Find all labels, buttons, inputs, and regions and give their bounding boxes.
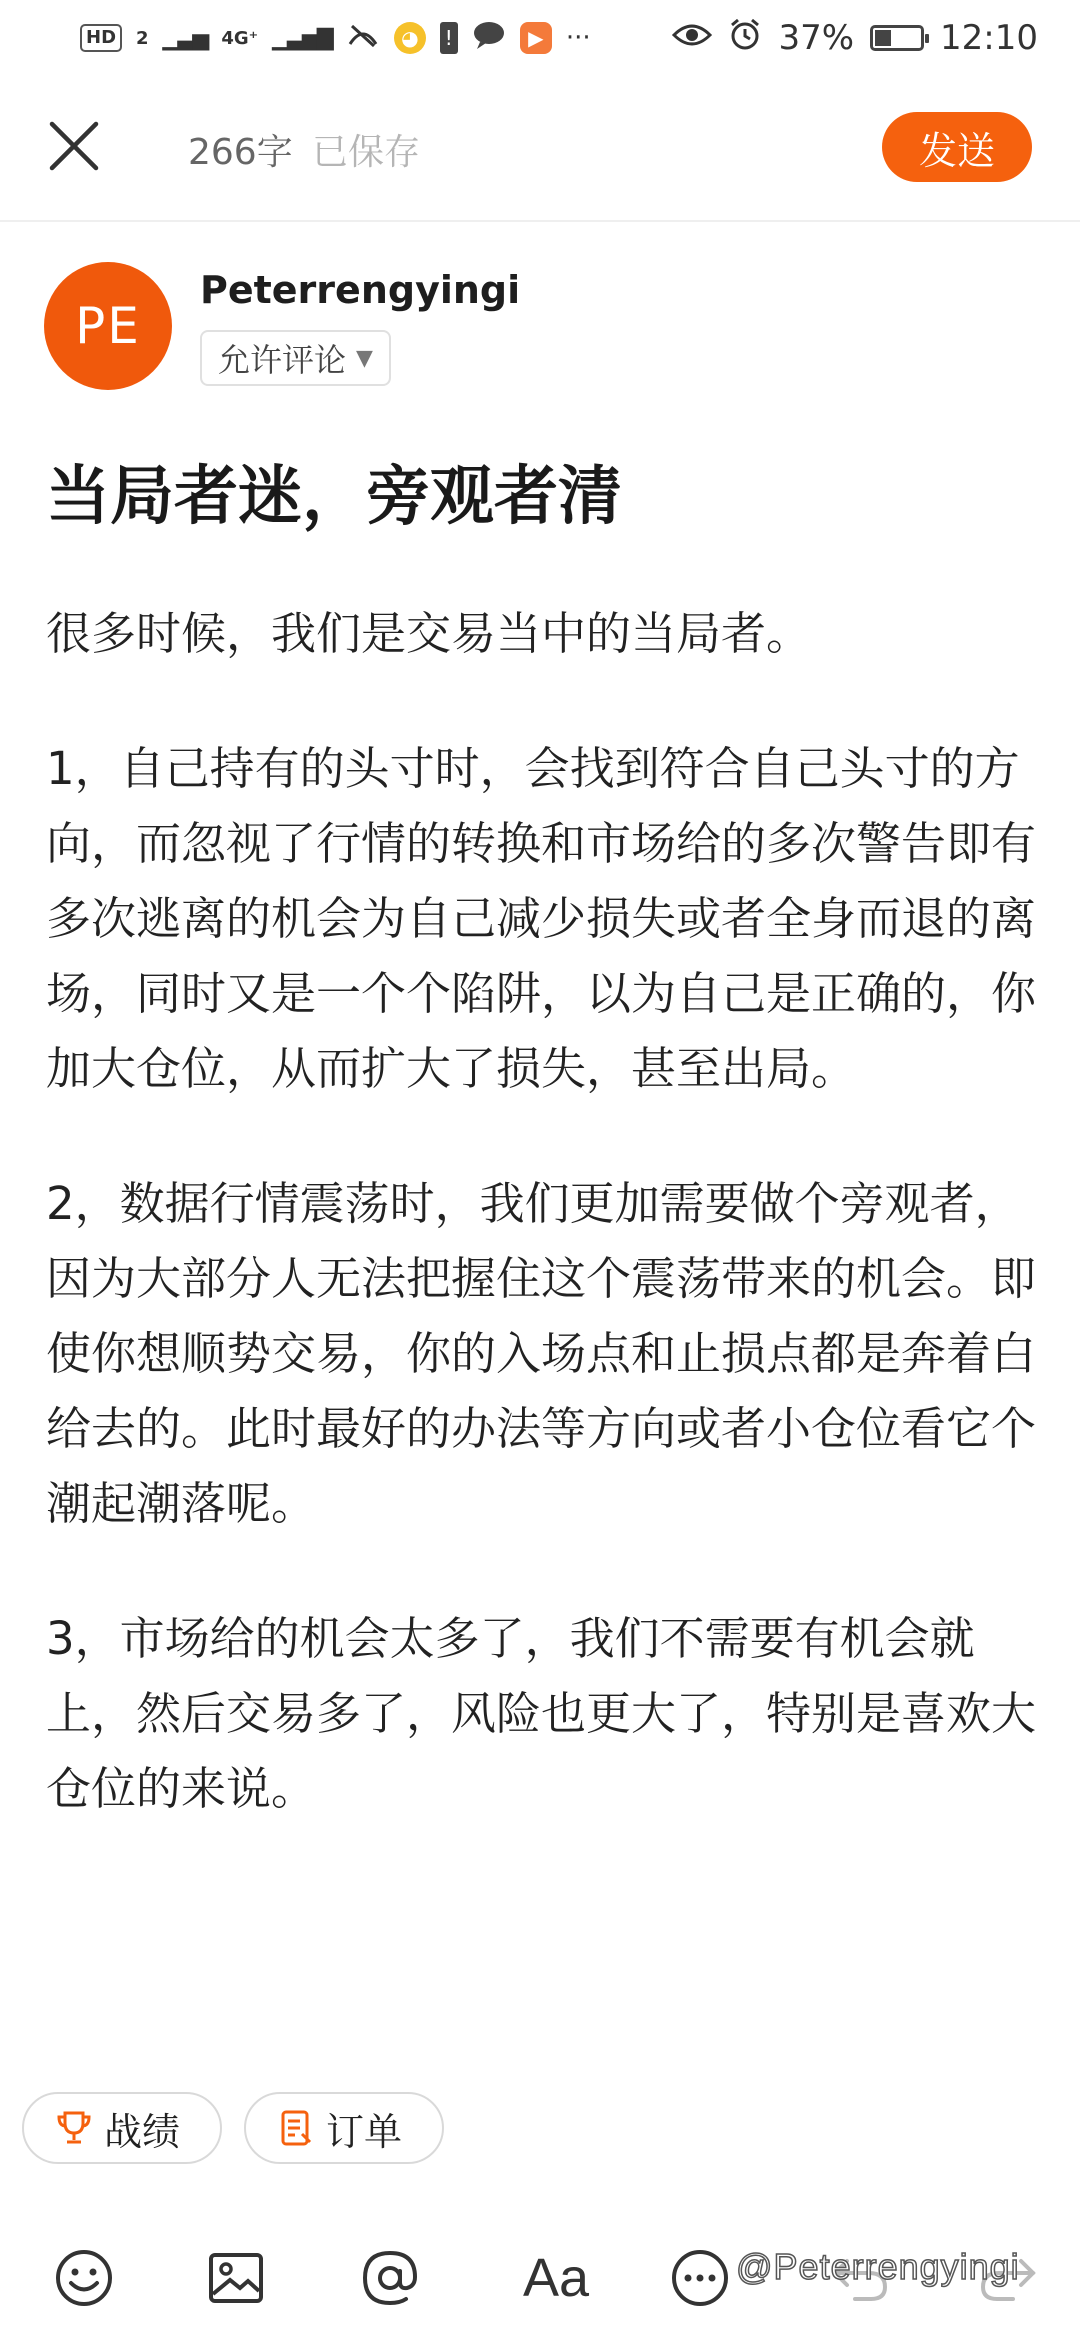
send-button[interactable]: 发送 (882, 112, 1032, 182)
battery-icon (870, 25, 924, 51)
paragraph-point-1: 1，自己持有的头寸时，会找到符合自己头寸的方向，而忽视了行情的转换和市场给的多次警告即有多次逃离的机会为自己减少损失或者全身而退的离场，同时又是一个个陷阱，以为自己是正确的，你加大仓位，从而扩大了损失，甚至出局。 (46, 742, 1037, 1095)
more-options-button[interactable] (660, 2238, 740, 2318)
image-icon (206, 2248, 266, 2308)
close-button[interactable] (38, 110, 110, 182)
status-right-icons (672, 14, 1038, 62)
text-format-button[interactable]: Aa (522, 2248, 590, 2308)
video-notification-icon: ▶ (520, 22, 552, 54)
avatar[interactable]: PE (44, 262, 172, 390)
paragraph-point-2: 2，数据行情震荡时，我们更加需要做个旁观者，因为大部分人无法把握住这个震荡带来的机会。即使你想顺势交易，你的入场点和止损点都是奔着白给去的。此时最好的办法等方向或者小仓位看它个潮起潮落呢。 (46, 1177, 1037, 1530)
order-document-icon (276, 2108, 316, 2148)
alarm-icon (728, 17, 762, 60)
saved-status: 已保存 (312, 132, 421, 173)
silent-icon (346, 20, 380, 57)
trophy-icon (54, 2108, 94, 2148)
paragraph-point-3: 3，市场给的机会太多了，我们不需要有机会就上，然后交易多了，风险也更大了，特别是喜欢大仓位的来说。 (46, 1612, 1037, 1815)
eye-comfort-icon (672, 18, 712, 58)
hd-indicator: HD (80, 24, 122, 52)
mention-button[interactable] (350, 2238, 430, 2318)
close-icon (46, 118, 102, 174)
clock: 12:10 (940, 18, 1038, 58)
emoji-button[interactable] (44, 2238, 124, 2318)
message-notification-icon (472, 20, 506, 57)
watermark: @Peterrengyingi (736, 2246, 1020, 2287)
status-bar (0, 0, 1080, 80)
article-body[interactable] (46, 596, 1036, 1886)
sim-indicator: 2 (136, 27, 149, 49)
network-type: 4G⁺ (221, 27, 259, 49)
achievement-tag-label: 战绩 (104, 2109, 181, 2154)
comment-permission-dropdown[interactable] (200, 330, 391, 386)
battery-fill (875, 30, 891, 46)
chevron-down-icon: ▼ (356, 345, 373, 371)
paragraph-intro: 很多时候，我们是交易当中的当局者。 (46, 607, 812, 660)
image-button[interactable] (196, 2238, 276, 2318)
signal-icon: ▁▃▅ (162, 25, 208, 51)
word-count: 266字 (188, 132, 293, 173)
more-notifications-icon: ··· (565, 23, 591, 53)
editor-top-bar (0, 80, 1080, 222)
at-mention-icon (359, 2247, 421, 2309)
signal-icon-2: ▁▃▅▇ (272, 25, 332, 51)
emoji-icon (54, 2248, 114, 2308)
author-name: Peterrengyingi (200, 268, 521, 312)
achievement-tag-button[interactable] (22, 2092, 222, 2164)
order-tag-button[interactable] (244, 2092, 444, 2164)
status-left-icons (80, 14, 591, 62)
comment-permission-label: 允许评论 (218, 341, 347, 379)
article-title[interactable]: 当局者迷，旁观者清 (46, 460, 622, 534)
order-tag-label: 订单 (326, 2109, 403, 2154)
more-icon (670, 2248, 730, 2308)
alert-notification-icon: ! (440, 22, 458, 54)
app-notification-icon: ◕ (394, 22, 426, 54)
battery-percent: 37% (778, 18, 855, 58)
